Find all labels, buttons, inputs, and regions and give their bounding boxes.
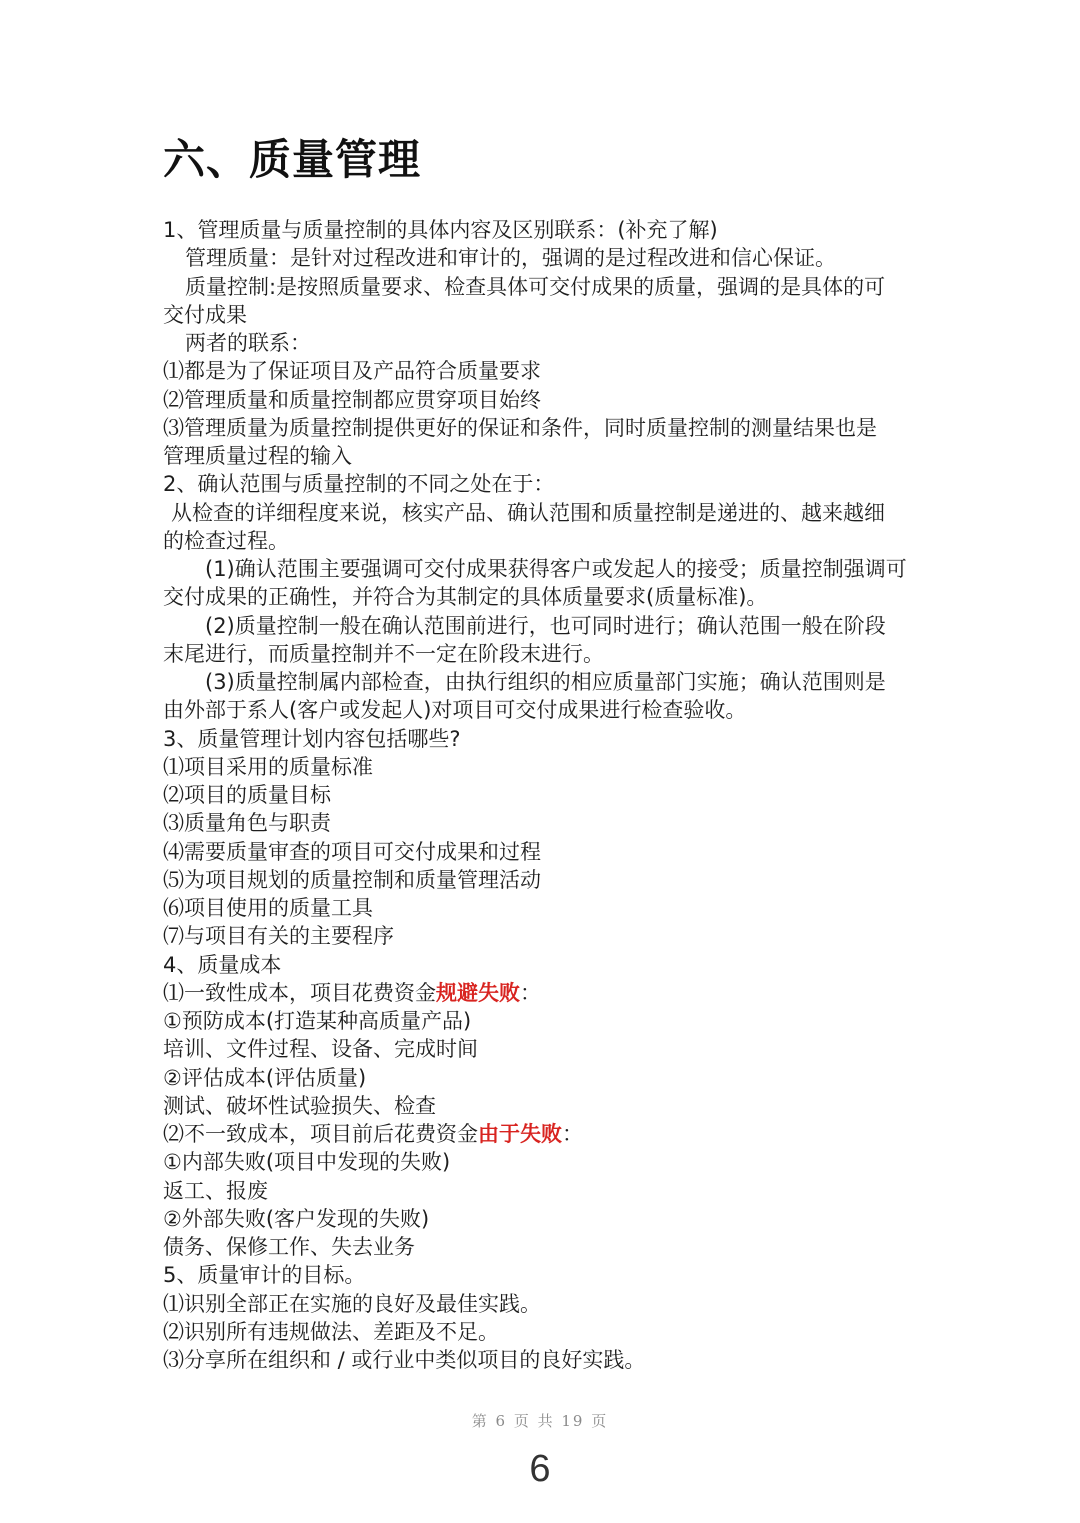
page-number: 6 <box>529 1448 551 1490</box>
list-item: ⑴项目采用的质量标准 <box>163 754 373 779</box>
list-item: ⑸为项目规划的质量控制和质量管理活动 <box>163 867 541 892</box>
paragraph-line: 交付成果的正确性，并符合为其制定的具体质量要求(质量标准)。 <box>163 585 768 610</box>
paragraph-line: 返工、报废 <box>163 1178 268 1203</box>
list-item: ②外部失败(客户发现的失败) <box>163 1206 430 1231</box>
paragraph-line: 的检查过程。 <box>163 528 289 553</box>
page-title: 六、质量管理 <box>163 135 422 184</box>
list-item <box>163 979 923 1007</box>
list-item-text: ： <box>562 1122 583 1146</box>
section-heading-1: 1、管理质量与质量控制的具体内容及区别联系：(补充了解) <box>163 218 718 242</box>
list-item-text: ⑴一致性成本，项目花费资金 <box>163 980 436 1005</box>
paragraph-line: (1)确认范围主要强调可交付成果获得客户或发起人的接受；质量控制强调可 <box>205 557 907 581</box>
section-heading-3: 3、质量管理计划内容包括哪些? <box>163 726 461 751</box>
paragraph-line: 交付成果 <box>163 302 247 327</box>
section-heading-2: 2、确认范围与质量控制的不同之处在于： <box>163 472 555 497</box>
paragraph-line: 管理质量：是针对过程改进和审计的，强调的是过程改进和信心保证。 <box>185 246 836 271</box>
list-item: ⑵项目的质量目标 <box>163 783 331 807</box>
list-item-text: ⑵不一致成本，项目前后花费资金 <box>163 1122 478 1146</box>
list-item: ⑴识别全部正在实施的良好及最佳实践。 <box>163 1291 541 1316</box>
list-item: ⑵识别所有违规做法、差距及不足。 <box>163 1319 499 1344</box>
list-item: ⑷需要质量审查的项目可交付成果和过程 <box>163 839 541 864</box>
paragraph-line: (3)质量控制属内部检查，由执行组织的相应质量部门实施；确认范围则是 <box>205 670 886 694</box>
list-item: ⑺与项目有关的主要程序 <box>163 924 394 949</box>
list-item: ⑶管理质量为质量控制提供更好的保证和条件，同时质量控制的测量结果也是 <box>163 415 877 440</box>
list-item: ⑹项目使用的质量工具 <box>163 896 373 920</box>
document-body <box>163 216 923 1374</box>
paragraph-line: 末尾进行，而质量控制并不一定在阶段末进行。 <box>163 641 604 666</box>
list-item: ①内部失败(项目中发现的失败) <box>163 1150 451 1175</box>
list-item: ⑵管理质量和质量控制都应贯穿项目始终 <box>163 387 541 412</box>
list-item: ①预防成本(打造某种高质量产品) <box>163 1009 472 1033</box>
paragraph-line: (2)质量控制一般在确认范围前进行，也可同时进行；确认范围一般在阶段 <box>205 613 886 638</box>
paragraph-line: 两者的联系： <box>185 331 311 355</box>
paragraph-line: 质量控制:是按照质量要求、检查具体可交付成果的质量，强调的是具体的可 <box>185 274 886 299</box>
paragraph-line: 测试、破坏性试验损失、检查 <box>163 1093 436 1118</box>
list-item-text: ： <box>520 980 541 1005</box>
section-heading-5: 5、质量审计的目标。 <box>163 1263 366 1288</box>
list-item <box>163 1120 923 1148</box>
list-item: ⑶分享所在组织和 / 或行业中类似项目的良好实践。 <box>163 1348 646 1372</box>
highlight-text: 由于失败 <box>478 1122 562 1146</box>
paragraph-line: 由外部于系人(客户或发起人)对项目可交付成果进行检查验收。 <box>163 698 747 723</box>
list-item: ⑶质量角色与职责 <box>163 811 331 836</box>
list-item: ②评估成本(评估质量) <box>163 1065 367 1090</box>
page-indicator: 第 6 页 共 19 页 <box>471 1412 609 1430</box>
list-item: 管理质量过程的输入 <box>163 444 352 468</box>
paragraph-line: 债务、保修工作、失去业务 <box>163 1235 415 1259</box>
highlight-text: 规避失败 <box>436 980 520 1005</box>
section-heading-4: 4、质量成本 <box>163 952 282 977</box>
paragraph-line: 培训、文件过程、设备、完成时间 <box>163 1037 478 1062</box>
list-item: ⑴都是为了保证项目及产品符合质量要求 <box>163 359 541 384</box>
paragraph-line: 从检查的详细程度来说，核实产品、确认范围和质量控制是递进的、越来越细 <box>171 500 885 525</box>
